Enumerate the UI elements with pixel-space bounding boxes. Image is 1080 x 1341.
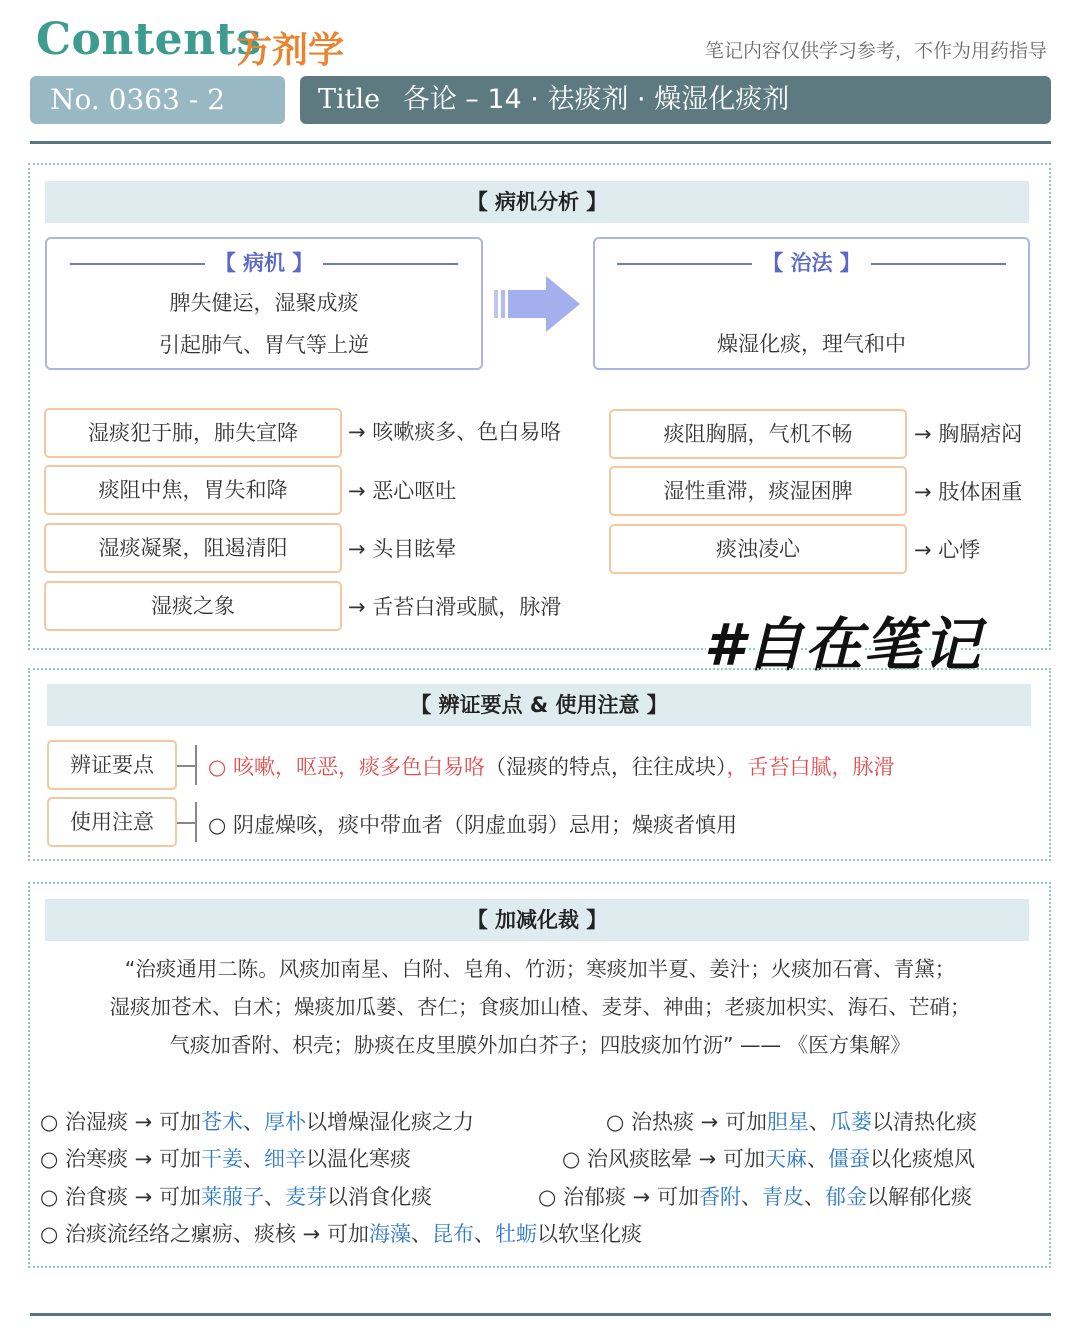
herb-name: 苍术 xyxy=(200,1110,243,1134)
connector xyxy=(177,822,195,824)
symptom-cause: 湿痰犯于肺，肺失宣降 xyxy=(44,408,342,458)
note-number-value: 0363 - 2 xyxy=(108,83,226,116)
arrow-right-icon xyxy=(494,274,582,334)
modification-prefix: ○ 治郁痰 → 可加 xyxy=(538,1185,699,1209)
mechanism-title: 【 病机 】 xyxy=(214,251,314,275)
symptom-result: → 心悸 xyxy=(914,538,981,562)
herb-name: 僵蚕 xyxy=(827,1147,870,1171)
footer-divider xyxy=(30,1313,1051,1316)
note-number-bar xyxy=(30,76,285,124)
subject-title: 方剂学 xyxy=(236,30,345,71)
symptom-result: → 咳嗽痰多、色白易咯 xyxy=(348,420,562,444)
symptom-cause: 痰阻中焦，胃失和降 xyxy=(44,465,342,515)
mechanism-line: 引起肺气、胃气等上逆 xyxy=(159,333,369,357)
symptom-result: → 胸膈痞闷 xyxy=(914,422,1023,446)
caution-text: ○ 阴虚燥咳，痰中带血者（阴虚血弱）忌用；燥痰者慎用 xyxy=(208,813,737,837)
classic-quote xyxy=(30,950,1050,1064)
herb-name: 郁金 xyxy=(824,1185,867,1209)
modification-prefix: ○ 治风痰眩晕 → 可加 xyxy=(562,1147,765,1171)
modification-item xyxy=(606,1106,977,1136)
separator: 、 xyxy=(473,1222,495,1246)
symptom-result: → 头目眩晕 xyxy=(348,537,457,561)
modification-suffix: 以化痰熄风 xyxy=(869,1147,975,1171)
herb-name: 青皮 xyxy=(761,1185,804,1209)
separator: 、 xyxy=(740,1185,762,1209)
modification-suffix: 以清热化痰 xyxy=(871,1110,977,1134)
symptom-cause: 湿性重滞，痰湿困脾 xyxy=(609,466,907,516)
symptom-result: → 恶心呕吐 xyxy=(348,479,457,503)
modification-item xyxy=(40,1143,411,1173)
mechanism-line: 脾失健运，湿聚成痰 xyxy=(169,291,359,315)
modification-item xyxy=(40,1106,474,1136)
separator: 、 xyxy=(263,1185,285,1209)
modification-item xyxy=(562,1143,975,1173)
modification-suffix: 以软坚化痰 xyxy=(536,1222,642,1246)
symptom-cause: 湿痰之象 xyxy=(44,581,342,631)
disclaimer: 笔记内容仅供学习参考，不作为用药指导 xyxy=(704,40,1047,62)
note-title-bar xyxy=(300,76,1051,124)
herb-name: 细辛 xyxy=(263,1147,306,1171)
modification-suffix: 以消食化痰 xyxy=(326,1185,432,1209)
herb-name: 昆布 xyxy=(431,1222,474,1246)
modification-heading: 【 加减化裁 】 xyxy=(45,899,1029,941)
symptom-cause: 痰浊凌心 xyxy=(609,524,907,574)
modification-prefix: ○ 治湿痰 → 可加 xyxy=(40,1110,201,1134)
modification-suffix: 以温化寒痰 xyxy=(305,1147,411,1171)
treatment-heading xyxy=(595,247,1028,277)
separator: 、 xyxy=(410,1222,432,1246)
watermark: #自在笔记 xyxy=(704,611,982,679)
modification-item xyxy=(40,1218,642,1248)
key-bullet: ○ xyxy=(208,755,227,779)
key-plain-text: （湿痰的特点，往往成块） xyxy=(485,755,727,779)
separator: 、 xyxy=(242,1147,264,1171)
modification-suffix: 以解郁化痰 xyxy=(866,1185,972,1209)
mechanism-box xyxy=(45,237,483,370)
modification-item xyxy=(538,1181,972,1211)
key-points-text xyxy=(208,751,895,781)
herb-name: 瓜蒌 xyxy=(829,1110,872,1134)
herb-name: 厚朴 xyxy=(263,1110,306,1134)
note-number-label: No. xyxy=(50,83,100,116)
herb-name: 香附 xyxy=(698,1185,741,1209)
symptom-result: → 舌苔白滑或腻，脉滑 xyxy=(348,595,562,619)
symptom-cause: 痰阻胸膈，气机不畅 xyxy=(609,409,907,459)
quote-line: 气痰加香附、枳壳；胁痰在皮里膜外加白芥子；四肢痰加竹沥” —— 《医方集解》 xyxy=(169,1033,911,1057)
pathology-heading: 【 病机分析 】 xyxy=(45,181,1029,223)
herb-name: 麦芽 xyxy=(284,1185,327,1209)
modification-prefix: ○ 治寒痰 → 可加 xyxy=(40,1147,201,1171)
quote-line: 湿痰加苍术、白术；燥痰加瓜蒌、杏仁；食痰加山楂、麦芽、神曲；老痰加枳实、海石、芒硝； xyxy=(109,995,971,1019)
herb-name: 干姜 xyxy=(200,1147,243,1171)
note-title-value: 各论 – 14 · 祛痰剂 · 燥湿化痰剂 xyxy=(402,84,790,115)
key-red-text: ，舌苔白腻，脉滑 xyxy=(726,755,895,779)
treatment-title: 【 治法 】 xyxy=(762,251,861,275)
separator: 、 xyxy=(242,1110,264,1134)
treatment-box xyxy=(593,237,1030,370)
herb-name: 牡蛎 xyxy=(494,1222,537,1246)
modification-item xyxy=(40,1181,432,1211)
note-title-label: Title xyxy=(318,84,381,115)
herb-name: 天麻 xyxy=(764,1147,807,1171)
modification-suffix: 以增燥湿化痰之力 xyxy=(305,1110,474,1134)
modification-prefix: ○ 治食痰 → 可加 xyxy=(40,1185,201,1209)
diagnosis-heading: 【 辨证要点 & 使用注意 】 xyxy=(47,684,1031,726)
caution-tag: 使用注意 xyxy=(47,797,177,847)
herb-name: 海藻 xyxy=(368,1222,411,1246)
modification-prefix: ○ 治痰流经络之瘰疬、痰核 → 可加 xyxy=(40,1222,369,1246)
bracket xyxy=(195,802,197,842)
quote-line: “治痰通用二陈。风痰加南星、白附、皂角、竹沥；寒痰加半夏、姜汁；火痰加石膏、青黛； xyxy=(124,957,956,981)
mechanism-heading xyxy=(47,247,481,277)
modification-prefix: ○ 治热痰 → 可加 xyxy=(606,1110,767,1134)
key-red-text: 咳嗽，呕恶，痰多色白易咯 xyxy=(233,755,486,779)
connector xyxy=(177,765,195,767)
treatment-line: 燥湿化痰，理气和中 xyxy=(717,332,906,356)
symptom-result: → 肢体困重 xyxy=(914,480,1023,504)
header-divider xyxy=(30,141,1051,144)
separator: 、 xyxy=(803,1185,825,1209)
separator: 、 xyxy=(808,1110,830,1134)
herb-name: 胆星 xyxy=(766,1110,809,1134)
key-points-tag: 辨证要点 xyxy=(47,740,177,790)
contents-title: Contents xyxy=(36,14,262,65)
herb-name: 莱菔子 xyxy=(200,1185,264,1209)
bracket xyxy=(195,745,197,785)
symptom-cause: 湿痰凝聚，阻遏清阳 xyxy=(44,523,342,573)
separator: 、 xyxy=(806,1147,828,1171)
